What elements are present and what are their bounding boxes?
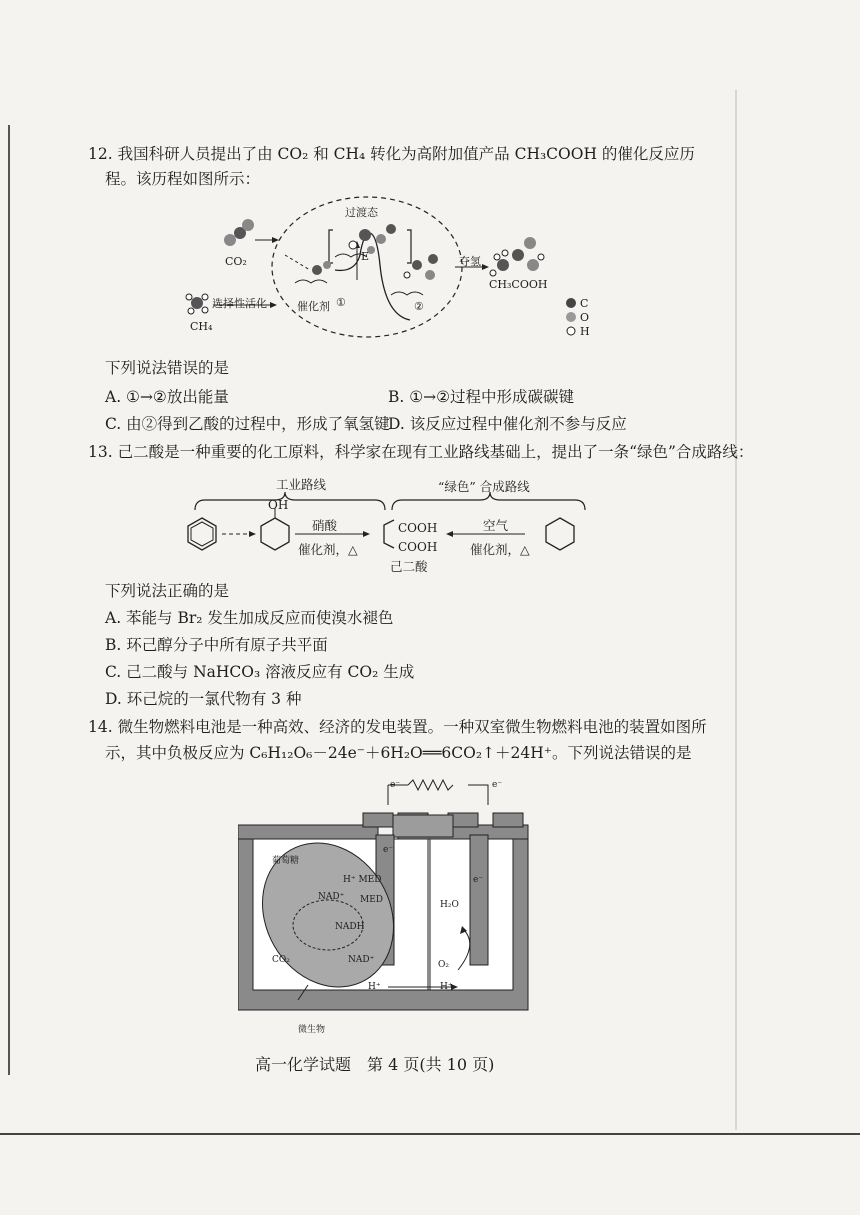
q13-option-a: A. 苯能与 Br₂ 发生加成反应而使溴水褪色 xyxy=(105,609,394,627)
scan-edge-bottom xyxy=(0,1133,860,1135)
microbe-label: 微生物 xyxy=(298,1025,326,1035)
q13-stem-line1: 13. 己二酸是一种重要的化工原料，科学家在现有工业路线基础上，提出了一条“绿色”合成路线： xyxy=(88,443,754,461)
scan-edge-line xyxy=(8,125,10,1075)
q12-option-c: C. 由②得到乙酸的过程中，形成了氧氢键 xyxy=(105,415,390,433)
legend-h: H xyxy=(580,325,590,338)
legend-o: O xyxy=(580,311,590,324)
air-label: 空气 xyxy=(483,518,509,533)
resistor xyxy=(408,780,453,790)
q14-stem-line2: 示，其中负极反应为 C₆H₁₂O₆－24e⁻＋6H₂O══6CO₂↑＋24H⁺。下列说法错误的是 xyxy=(105,744,692,762)
nitric-acid-label: 硝酸 xyxy=(312,518,338,533)
nadh-label: NADH xyxy=(335,922,365,932)
step1-label: ① xyxy=(336,296,346,309)
h-left-label: H⁺ xyxy=(368,982,381,992)
selective-activation-label: 选择性活化 xyxy=(212,297,267,310)
e-left-label: e⁻ xyxy=(390,780,401,790)
anode-electron-label: e⁻ xyxy=(383,845,394,855)
nad2-label: NAD⁺ xyxy=(348,955,375,965)
q12-prompt: 下列说法错误的是 xyxy=(105,359,230,377)
industrial-route-label: 工业路线 xyxy=(276,477,327,492)
cooh-bottom-label: COOH xyxy=(398,540,438,554)
adipic-acid-skeleton xyxy=(384,520,394,548)
catalyst-heat-label-1: 催化剂，△ xyxy=(298,542,358,557)
ch4-label: CH₄ xyxy=(190,320,213,333)
co2-bio-label: CO₂ xyxy=(272,955,290,965)
scan-shadow xyxy=(735,90,737,1130)
q13-prompt: 下列说法正确的是 xyxy=(105,582,230,600)
catalyst-heat-label-2: 催化剂，△ xyxy=(470,542,530,557)
glucose-label: 葡萄糖 xyxy=(272,856,300,866)
q13-option-b: B. 环己醇分子中所有原子共平面 xyxy=(105,636,328,654)
h2o-label: H₂O xyxy=(440,900,459,910)
cyclohexanol-ring xyxy=(261,518,289,550)
med-label: MED xyxy=(360,895,384,905)
nad-label: NAD⁺ xyxy=(318,892,345,902)
ch3cooh-label: CH₃COOH xyxy=(489,278,548,291)
q13-option-c: C. 己二酸与 NaHCO₃ 溶液反应有 CO₂ 生成 xyxy=(105,663,415,681)
h-right-label: H⁺ xyxy=(440,982,453,992)
q13-option-d: D. 环己烷的一氯代物有 3 种 xyxy=(105,690,302,708)
q12-option-d: D. 该反应过程中催化剂不参与反应 xyxy=(388,415,627,433)
cooh-top-label: COOH xyxy=(398,521,438,535)
q12-reaction-diagram xyxy=(185,195,605,355)
legend-c: C xyxy=(580,297,589,310)
cathode-electrode xyxy=(470,835,488,965)
q12-stem-line1: 12. 我国科研人员提出了由 CO₂ 和 CH₄ 转化为高附加值产品 CH₃COOH 的催化反应历 xyxy=(88,145,695,163)
h-med-label: H⁺ MED xyxy=(343,875,382,885)
transition-state-label: 过渡态 xyxy=(345,206,378,219)
cathode-electron-label: e⁻ xyxy=(473,875,484,885)
q12-option-a: A. ①→②放出能量 xyxy=(105,388,229,406)
external-wire xyxy=(388,785,488,805)
energy-label: E xyxy=(361,250,370,263)
industrial-brace xyxy=(195,492,385,510)
green-route-label: “绿色” 合成路线 xyxy=(438,479,530,494)
cyclohexane-ring xyxy=(546,518,574,550)
e-right-label: e⁻ xyxy=(492,780,503,790)
page-footer: 高一化学试题 第 4 页(共 10 页) xyxy=(255,1055,495,1074)
energy-curve xyxy=(335,233,410,320)
catalyst-label: 催化剂 xyxy=(297,300,330,313)
adipic-acid-label: 己二酸 xyxy=(390,559,428,574)
q14-fuel-cell-diagram xyxy=(238,775,538,1020)
benzene-ring xyxy=(188,518,216,550)
dehydrogenation-label: 夺氢 xyxy=(459,255,481,268)
q12-option-b: B. ①→②过程中形成碳碳键 xyxy=(388,388,575,406)
step2-label: ② xyxy=(414,300,424,313)
q14-stem-line1: 14. 微生物燃料电池是一种高效、经济的发电装置。一种双室微生物燃料电池的装置如图所 xyxy=(88,718,707,736)
oh-label: OH xyxy=(268,498,289,512)
o2-label: O₂ xyxy=(438,960,449,970)
co2-label: CO₂ xyxy=(225,255,247,268)
q12-stem-line2: 程。该历程如图所示： xyxy=(105,170,261,188)
